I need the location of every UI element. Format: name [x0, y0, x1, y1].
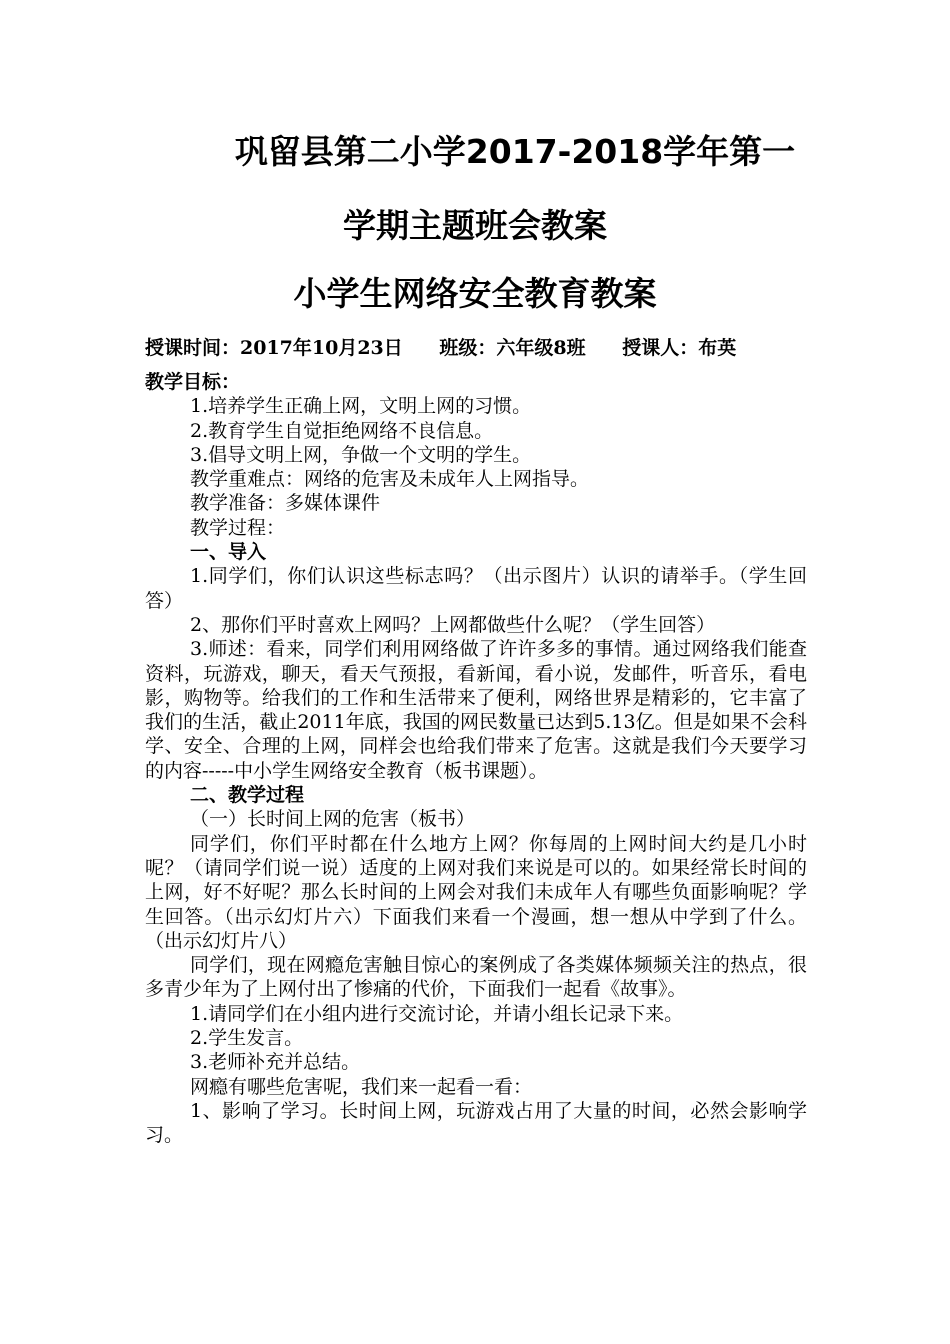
title-line-2: 学期主题班会教案	[343, 206, 607, 245]
preparation: 教学准备：多媒体课件	[190, 492, 381, 515]
objective-item: 3.倡导文明上网，争做一个文明的学生。	[190, 443, 532, 466]
section-2-paragraph: 2.学生发言。	[190, 1027, 304, 1050]
section-1-paragraph: 3.师述：看来，同学们利用网络做了许许多多的事情。通过网络我们能查资料，玩游戏，聊天，看天气预报，看新闻，看小说，发邮件，听音乐，看电影，购物等。给我们的工作和生活带来了便利，网络世界是精彩的，它丰富了我们的生活，截止2011年底，我国的网民数量已达到5.13亿。但是如果不会科学、安全、合理的上网，同样会也给我们带来了危害。这就是我们今天要学习的内容-----中小学生网络安全教育（板书课题）。	[145, 638, 807, 782]
section-2-paragraph: 同学们，你们平时都在什么地方上网？你每周的上网时间大约是几小时呢？（请同学们说一说）适度的上网对我们来说是可以的。如果经常长时间的上网，好不好呢？那么长时间的上网会对我们未成年人有哪些负面影响呢？学生回答。（出示幻灯片六）下面我们来看一个漫画，想一想从中学到了什么。（出示幻灯片八）	[145, 832, 807, 952]
objective-item: 2.教育学生自觉拒绝网络不良信息。	[190, 419, 494, 442]
lesson-class: 班级：六年级8班	[439, 337, 586, 359]
objectives-heading: 教学目标：	[145, 371, 241, 393]
section-2-paragraph: 1.请同学们在小组内进行交流讨论，并请小组长记录下来。	[190, 1002, 684, 1025]
section-2-paragraph: 3.老师补充并总结。	[190, 1051, 361, 1074]
document-body	[145, 370, 807, 1148]
lesson-teacher: 授课人：布英	[622, 337, 737, 359]
section-2-paragraph: 网瘾有哪些危害呢，我们来一起看一看：	[190, 1075, 533, 1098]
section-2-paragraph: 1、影响了学习。长时间上网，玩游戏占用了大量的时间，必然会影响学习。	[145, 1099, 807, 1147]
lesson-time: 授课时间：2017年10月23日	[145, 337, 403, 359]
objective-item: 1.培养学生正确上网，文明上网的习惯。	[190, 395, 532, 418]
key-points: 教学重难点：网络的危害及未成年人上网指导。	[190, 468, 590, 491]
title-line-3: 小学生网络安全教育教案	[293, 274, 657, 313]
section-2-paragraph: 同学们，现在网瘾危害触目惊心的案例成了各类媒体频频关注的热点，很多青少年为了上网付出了惨痛的代价，下面我们一起看《故事》。	[145, 954, 807, 1001]
process-label: 教学过程：	[190, 516, 286, 539]
title-line-1: 巩留县第二小学2017-2018学年第一	[234, 132, 796, 171]
section-2-paragraph: （一）长时间上网的危害（板书）	[190, 808, 476, 831]
section-2-heading: 二、教学过程	[190, 784, 305, 807]
section-1-paragraph: 2、那你们平时喜欢上网吗？上网都做些什么呢？（学生回答）	[190, 613, 716, 636]
section-1-paragraph: 1.同学们，你们认识这些标志吗？（出示图片）认识的请举手。（学生回答）	[145, 565, 807, 612]
lesson-meta	[145, 334, 825, 362]
section-1-heading: 一、导入	[190, 541, 267, 564]
